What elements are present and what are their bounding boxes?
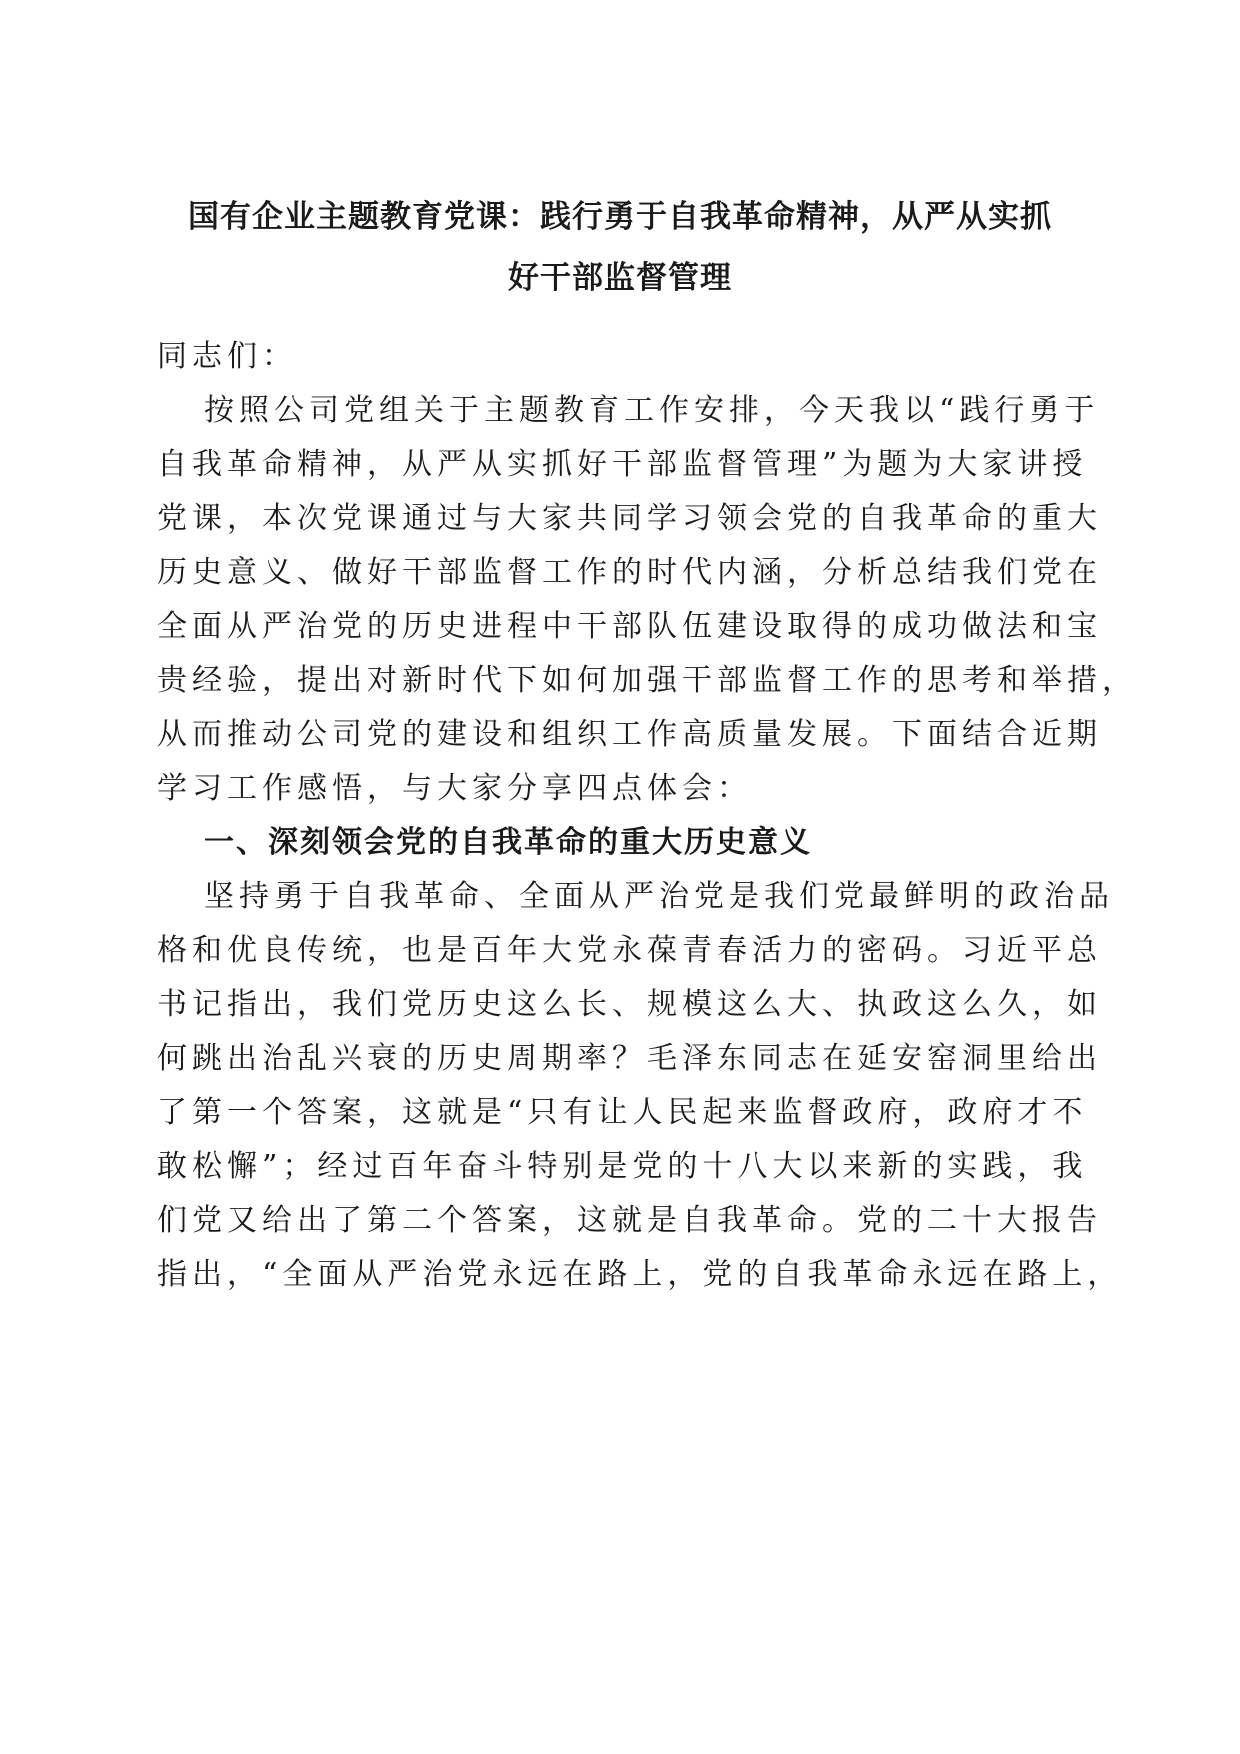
intro-line-7: 从而推动公司党的建设和组织工作高质量发展。下面结合近期	[157, 717, 1102, 752]
section-1-heading: 一、深刻领会党的自我革命的重大历史意义	[204, 825, 812, 860]
section-1-line-5: 了第一个答案，这就是“只有让人民起来监督政府，政府才不	[157, 1095, 1088, 1130]
section-1-line-7: 们党又给出了第二个答案，这就是自我革命。党的二十大报告	[157, 1203, 1102, 1238]
section-1-line-3: 书记指出，我们党历史这么长、规模这么大、执政这么久，如	[157, 987, 1102, 1022]
section-1-line-8: 指出，“全面从严治党永远在路上，党的自我革命永远在路上，	[157, 1257, 1123, 1292]
salutation: 同志们：	[157, 339, 297, 374]
intro-line-4: 历史意义、做好干部监督工作的时代内涵，分析总结我们党在	[157, 555, 1102, 590]
document-title-line-2: 好干部监督管理	[508, 260, 732, 296]
intro-line-6: 贵经验，提出对新时代下如何加强干部监督工作的思考和举措，	[157, 663, 1137, 698]
section-1-line-1: 坚持勇于自我革命、全面从严治党是我们党最鲜明的政治品	[204, 879, 1114, 914]
intro-line-1: 按照公司党组关于主题教育工作安排，今天我以“践行勇于	[204, 393, 1100, 428]
intro-line-2: 自我革命精神，从严从实抓好干部监督管理”为题为大家讲授	[157, 447, 1088, 482]
section-1-line-2: 格和优良传统，也是百年大党永葆青春活力的密码。习近平总	[157, 933, 1102, 968]
intro-line-8: 学习工作感悟，与大家分享四点体会：	[157, 771, 752, 806]
section-1-line-4: 何跳出治乱兴衰的历史周期率？毛泽东同志在延安窑洞里给出	[157, 1041, 1102, 1076]
section-1-line-6: 敢松懈”；经过百年奋斗特别是党的十八大以来新的实践，我	[157, 1149, 1088, 1184]
document-title-line-1: 国有企业主题教育党课：践行勇于自我革命精神，从严从实抓	[188, 199, 1052, 235]
intro-line-5: 全面从严治党的历史进程中干部队伍建设取得的成功做法和宝	[157, 609, 1102, 644]
intro-line-3: 党课，本次党课通过与大家共同学习领会党的自我革命的重大	[157, 501, 1102, 536]
